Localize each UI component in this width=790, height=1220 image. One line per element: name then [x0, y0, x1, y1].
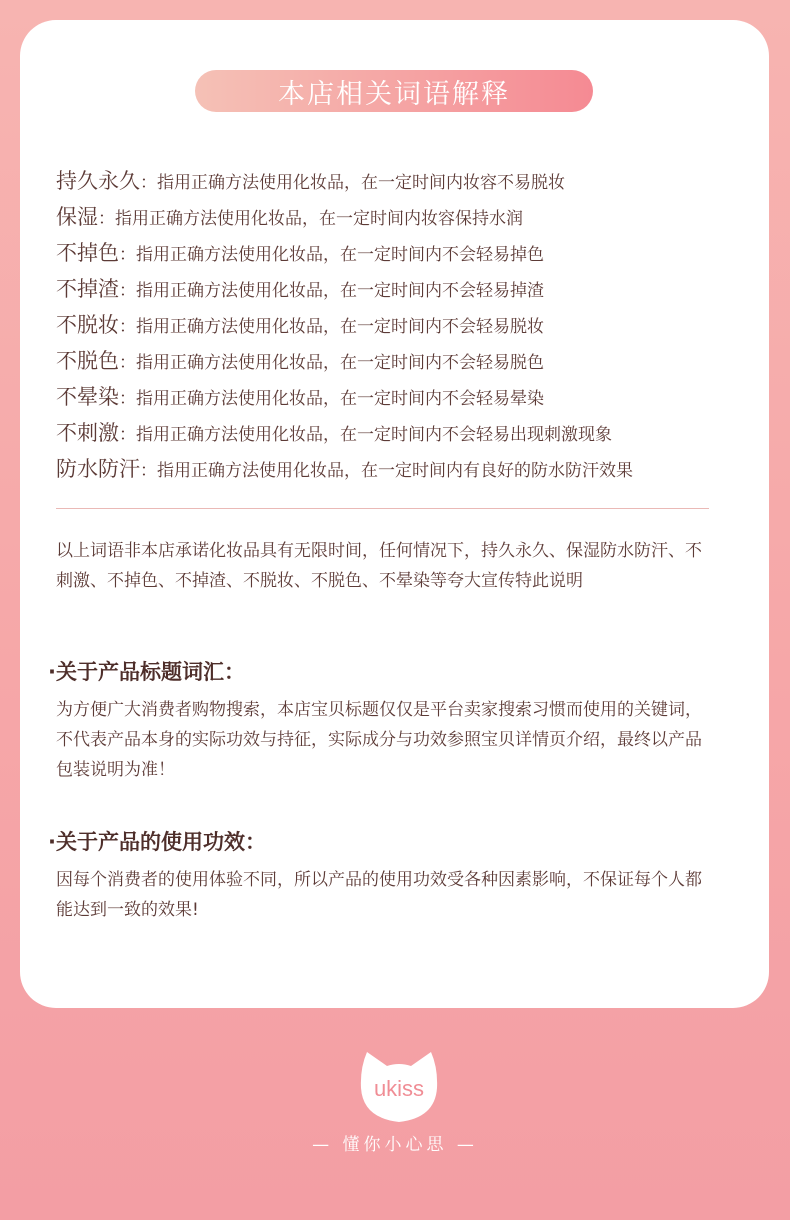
term-name: 持久永久: [56, 169, 140, 193]
term-colon: ：: [140, 460, 157, 481]
term-colon: ：: [119, 244, 136, 265]
term-name: 不掉渣: [56, 277, 119, 301]
term-colon: ：: [119, 388, 136, 409]
term-row: [56, 162, 756, 198]
term-name: 不晕染: [56, 385, 119, 409]
term-colon: ：: [119, 352, 136, 373]
disclaimer-text: 以上词语非本店承诺化妆品具有无限时间，任何情况下，持久永久、保湿防水防汗、不刺激、不掉色、不掉渣、不脱妆、不脱色、不晕染等夸大宣传特此说明: [56, 541, 702, 591]
term-list: [56, 162, 756, 486]
title-words-heading: ·关于产品标题词汇：: [48, 660, 245, 684]
term-colon: ：: [119, 280, 136, 301]
term-name: 不刺激: [56, 421, 119, 445]
term-colon: ：: [140, 172, 157, 193]
term-colon: ：: [119, 424, 136, 445]
divider: [56, 508, 709, 509]
logo-text: ukiss: [373, 1076, 425, 1101]
term-description: 指用正确方法使用化妆品，在一定时间内不会轻易脱妆: [136, 316, 544, 337]
term-name: 不脱妆: [56, 313, 119, 337]
term-name: 保湿: [56, 205, 98, 229]
term-description: 指用正确方法使用化妆品，在一定时间内不会轻易掉渣: [136, 280, 544, 301]
term-name: 不掉色: [56, 241, 119, 265]
brand-slogan: — 懂你小心思 —: [312, 1135, 478, 1155]
term-row: [56, 450, 756, 486]
title-words-text: 为方便广大消费者购物搜索，本店宝贝标题仅仅是平台卖家搜索习惯而使用的关键词，不代表产品本身的实际功效与持征，实际成分与功效参照宝贝详情页介绍，最终以产品包装说明为准！: [56, 700, 702, 780]
term-row: [56, 378, 756, 414]
term-colon: ：: [98, 208, 115, 229]
content-card: [20, 20, 769, 1008]
page-title: 本店相关词语解释: [195, 70, 593, 112]
usage-effect-text: 因每个消费者的使用体验不同，所以产品的使用功效受各种因素影响，不保证每个人都能达到一致的效果!: [56, 870, 702, 920]
term-description: 指用正确方法使用化妆品，在一定时间内不会轻易掉色: [136, 244, 544, 265]
term-row: [56, 270, 756, 306]
term-description: 指用正确方法使用化妆品，在一定时间内妆容不易脱妆: [157, 172, 565, 193]
term-row: [56, 198, 756, 234]
term-colon: ：: [119, 316, 136, 337]
term-row: [56, 342, 756, 378]
term-description: 指用正确方法使用化妆品，在一定时间内有良好的防水防汗效果: [157, 460, 633, 481]
term-description: 指用正确方法使用化妆品，在一定时间内妆容保持水润: [115, 208, 523, 229]
term-row: [56, 234, 756, 270]
term-description: 指用正确方法使用化妆品，在一定时间内不会轻易出现刺激现象: [136, 424, 612, 445]
term-name: 防水防汗: [56, 457, 140, 481]
term-row: [56, 414, 756, 450]
term-name: 不脱色: [56, 349, 119, 373]
term-description: 指用正确方法使用化妆品，在一定时间内不会轻易脱色: [136, 352, 544, 373]
term-description: 指用正确方法使用化妆品，在一定时间内不会轻易晕染: [136, 388, 544, 409]
brand-logo: [359, 1048, 439, 1124]
usage-effect-heading: ·关于产品的使用功效：: [48, 830, 266, 854]
term-row: [56, 306, 756, 342]
